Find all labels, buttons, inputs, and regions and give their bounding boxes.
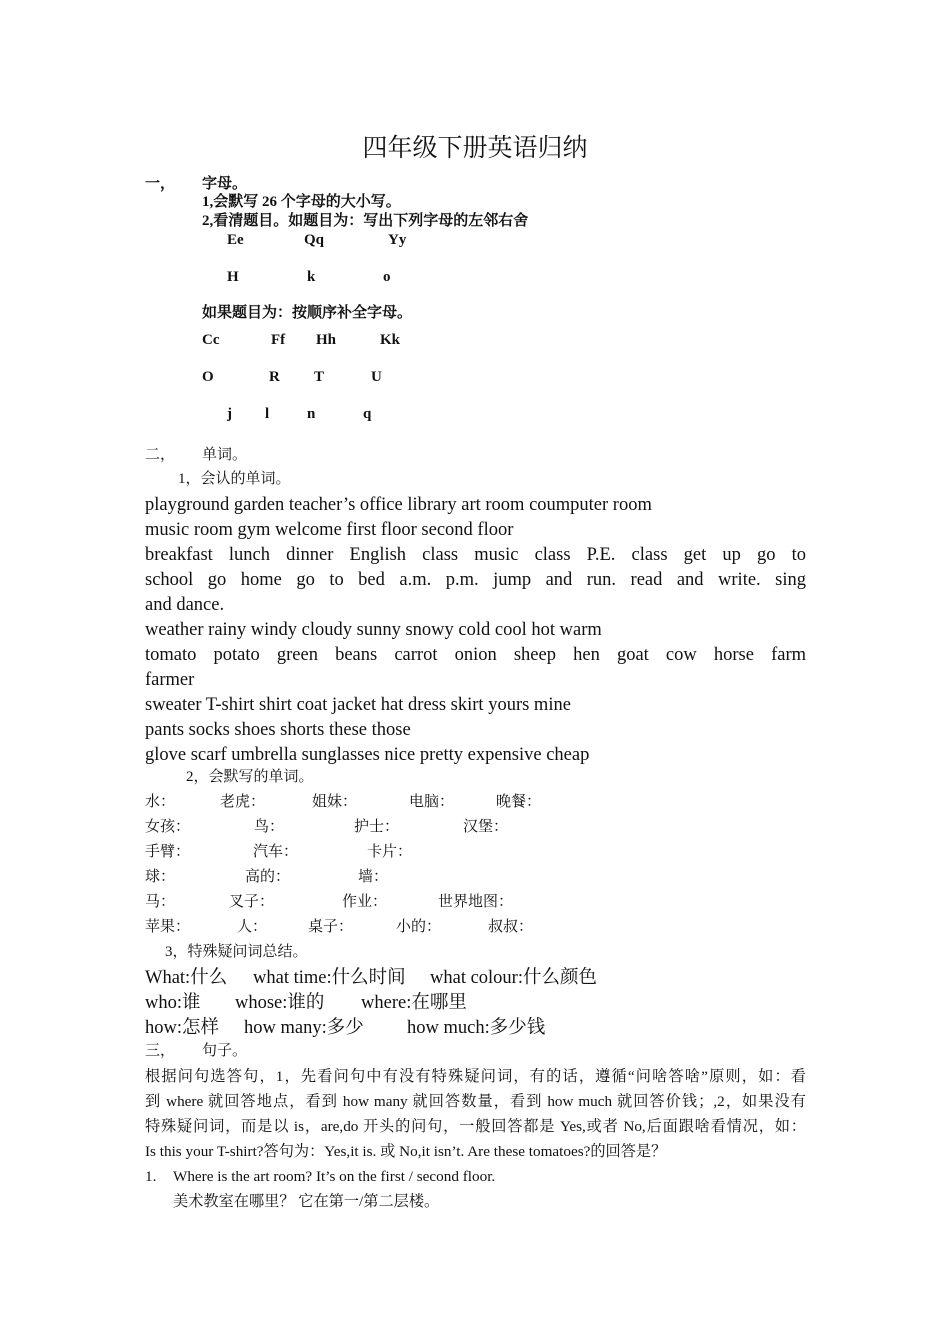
vocab-line: music room gym welcome first floor second floor	[145, 520, 514, 540]
letter: U	[371, 369, 382, 385]
write-word: 汽车：	[253, 844, 299, 860]
write-word: 高的：	[245, 869, 291, 885]
question-word: what colour:什么颜色	[430, 968, 597, 988]
letter: T	[314, 369, 325, 385]
example-number: 1.	[145, 1168, 157, 1185]
letter: q	[363, 406, 372, 422]
letter: l	[265, 406, 270, 422]
write-word: 叔叔：	[488, 919, 534, 935]
letter-pair: Qq	[304, 232, 325, 248]
write-word: 作业：	[342, 894, 388, 910]
letter: R	[269, 369, 280, 385]
example-english: Where is the art room? It’s on the first / second floor.	[173, 1168, 496, 1185]
vocab-line: farmer	[145, 670, 195, 690]
write-word: 球：	[145, 869, 176, 885]
section1-heading: 字母。	[202, 176, 248, 192]
vocab-line: tomato potato green beans carrot onion sheep hen goat cow horse farm	[145, 645, 806, 665]
question-word: how many:多少	[244, 1018, 364, 1038]
section2-number: 二，	[145, 447, 176, 463]
letter-pair: Ff	[271, 332, 286, 348]
vocab-line: weather rainy windy cloudy sunny snowy cold cool hot warm	[145, 620, 602, 640]
write-word: 手臂：	[145, 844, 191, 860]
write-word: 晚餐：	[496, 794, 542, 810]
write-word: 苹果：	[145, 919, 191, 935]
write-word: 水：	[145, 794, 176, 810]
write-word: 鸟：	[254, 819, 285, 835]
vocab-line: breakfast lunch dinner English class music class P.E. class get up go to	[145, 545, 806, 565]
document-title: 四年级下册英语归纳	[362, 135, 588, 162]
letter: j	[227, 406, 232, 422]
write-word: 老虎：	[220, 794, 266, 810]
paragraph-line: 特殊疑问词，而是以 is，are,do 开头的问句，一般回答都是 Yes,或者 No,后面跟啥看情况，如：	[145, 1118, 806, 1135]
question-word: where:在哪里	[361, 993, 467, 1013]
vocab-line: school go home go to bed a.m. p.m. jump and run. read and write. sing	[145, 570, 806, 590]
question-word: whose:谁的	[235, 993, 325, 1013]
question-word: What:什么	[145, 968, 228, 988]
write-word: 人：	[237, 919, 268, 935]
section2-sub2: 2，会默写的单词。	[186, 769, 314, 785]
letter-pair: Yy	[388, 232, 407, 248]
write-word: 桌子：	[308, 919, 354, 935]
paragraph-line: 根据问句选答句，1，先看问句中有没有特殊疑问词，有的话，遵循“问啥答啥”原则，如：看	[145, 1068, 806, 1085]
question-word: what time:什么时间	[253, 968, 406, 988]
section2-heading: 单词。	[202, 447, 248, 463]
letter-pair: Ee	[227, 232, 244, 248]
write-word: 世界地图：	[438, 894, 514, 910]
section1-item2: 2,看清题目。如题目为：写出下列字母的左邻右舍	[202, 213, 529, 229]
write-word: 女孩：	[145, 819, 191, 835]
paragraph-line: Is this your T-shirt?答句为：Yes,it is. 或 No,it isn’t. Are these tomatoes?的回答是？	[145, 1143, 667, 1160]
letter-pair: Hh	[316, 332, 337, 348]
write-word: 墙：	[358, 869, 389, 885]
letter: k	[307, 269, 316, 285]
letter: o	[383, 269, 391, 285]
letter-pair: Cc	[202, 332, 220, 348]
section2-sub3: 3，特殊疑问词总结。	[165, 944, 308, 960]
paragraph-line: 到 where 就回答地点，看到 how many 就回答数量，看到 how much 就回答价钱；,2，如果没有	[145, 1093, 806, 1110]
write-word: 小的：	[396, 919, 442, 935]
section3-heading: 句子。	[202, 1043, 248, 1059]
letter-pair: Kk	[380, 332, 401, 348]
write-word: 卡片：	[367, 844, 413, 860]
vocab-line: and dance.	[145, 595, 225, 615]
example-chinese: 美术教室在哪里？ 它在第一/第二层楼。	[173, 1193, 440, 1210]
vocab-line: glove scarf umbrella sunglasses nice pretty expensive cheap	[145, 745, 590, 765]
question-word: how:怎样	[145, 1018, 220, 1038]
vocab-line: sweater T-shirt shirt coat jacket hat dress skirt yours mine	[145, 695, 571, 715]
question-word: how much:多少钱	[407, 1018, 546, 1038]
section3-number: 三，	[145, 1043, 176, 1059]
vocab-line: pants socks shoes shorts these those	[145, 720, 411, 740]
section2-sub1: 1，会认的单词。	[178, 471, 291, 487]
section1-item3: 如果题目为：按顺序补全字母。	[202, 305, 413, 321]
letter: n	[307, 406, 316, 422]
write-word: 姐妹：	[312, 794, 358, 810]
write-word: 马：	[145, 894, 176, 910]
section1-item1: 1,会默写 26 个字母的大小写。	[202, 194, 401, 210]
vocab-line: playground garden teacher’s office library art room coumputer room	[145, 495, 652, 515]
section1-number: 一，	[145, 176, 176, 192]
write-word: 电脑：	[409, 794, 455, 810]
write-word: 护士：	[354, 819, 400, 835]
write-word: 汉堡：	[463, 819, 509, 835]
question-word: who:谁	[145, 993, 201, 1013]
letter: O	[202, 369, 214, 385]
letter: H	[227, 269, 239, 285]
write-word: 叉子：	[229, 894, 275, 910]
